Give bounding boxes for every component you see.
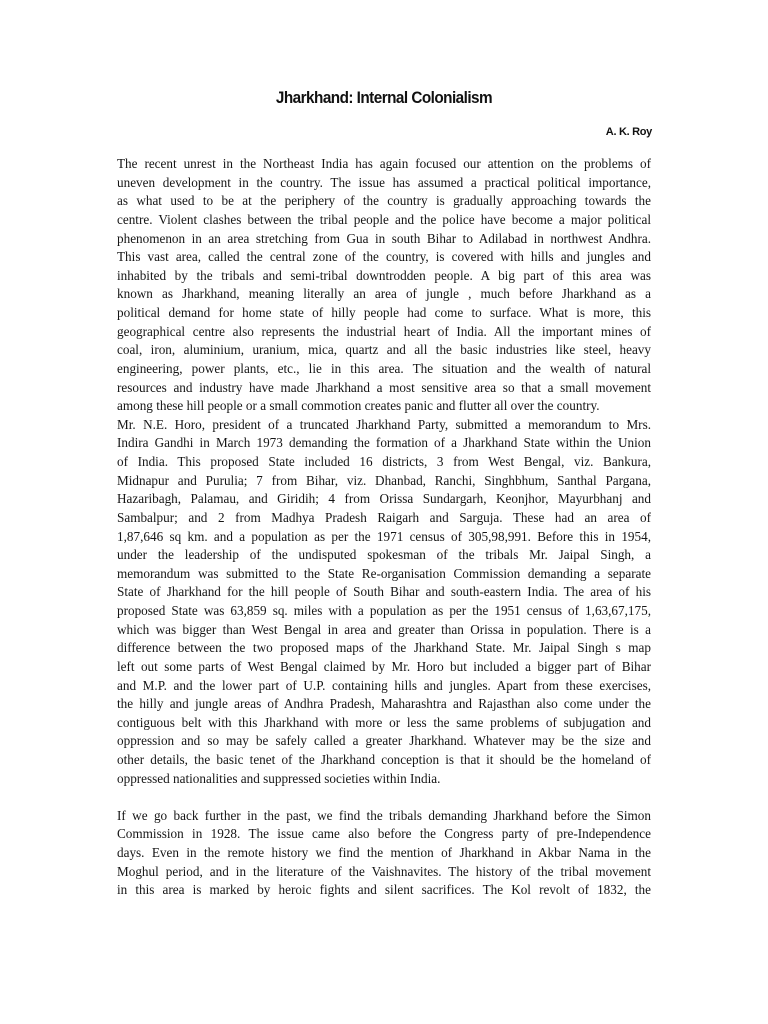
text-line: other details, the basic tenet of the Jharkhand conception is that it should be the homeland of <box>117 752 651 767</box>
text-line: the hilly and jungle areas of Andhra Pradesh, Maharashtra and Rajasthan also come under the <box>117 696 651 712</box>
paragraph-2 <box>117 416 651 789</box>
text-line: of India. This proposed State included 16 districts, 3 from West Bengal, viz. Bankura, <box>117 454 651 469</box>
text-line: under the leadership of the undisputed spokesman of the tribals Mr. Jaipal Singh, a <box>117 547 651 563</box>
text-line: left out some parts of West Bengal claimed by Mr. Horo but included a bigger part of Bihar <box>117 658 651 674</box>
text-line: Mr. N.E. Horo, president of a truncated Jharkhand Party, submitted a memorandum to Mrs. <box>117 416 651 432</box>
text-line: This vast area, called the central zone of the country, is covered with hills and jungles and <box>117 249 651 265</box>
text-line: Sambalpur; and 2 from Madhya Pradesh Raigarh and Sarguja. These had an area of <box>117 509 651 525</box>
text-line: engineering, power plants, etc., lie in this area. The situation and the wealth of natural <box>117 360 651 376</box>
text-line: State of Jharkhand for the hill people of South Bihar and south-eastern India. The area of his <box>117 584 651 600</box>
text-line: geographical centre also represents the industrial heart of India. All the important mines of <box>117 323 651 339</box>
text-line: which was bigger than West Bengal in area and greater than Orissa in population. There is a <box>117 621 651 637</box>
text-line: as what used to be at the periphery of the country is gradually approaching towards the <box>117 193 651 209</box>
text-line: in this area is marked by heroic fights and silent sacrifices. The Kol revolt of 1832, the <box>117 882 651 898</box>
text-line: inhabited by the tribals and semi-tribal downtrodden people. A big part of this area was <box>117 267 651 283</box>
text-line: proposed State was 63,859 sq. miles with a population as per the 1951 census of 1,63,67,175, <box>117 603 651 618</box>
text-line: known as Jharkhand, meaning literally an area of jungle , much before Jharkhand as a <box>117 286 651 302</box>
text-line: political demand for home state of hilly people had come to surface. What is more, this <box>117 305 651 320</box>
text-line: oppression and so may be safely called a greater Jharkhand. Whatever may be the size and <box>117 733 651 749</box>
text-line: If we go back further in the past, we find the tribals demanding Jharkhand before the Simon <box>117 807 651 823</box>
text-line: oppressed nationalities and suppressed societies within India. <box>117 770 441 786</box>
text-line: memorandum was submitted to the State Re-organisation Commission demanding a separate <box>117 565 651 581</box>
text-line: coal, iron, aluminium, uranium, mica, quartz and all the basic industries like steel, heavy <box>117 342 651 358</box>
paragraph-1 <box>117 155 651 416</box>
paragraph-3 <box>117 807 651 900</box>
document-body <box>117 155 651 900</box>
text-line: 1,87,646 sq km. and a population as per the 1971 census of 305,98,991. Before this in 1954, <box>117 528 651 544</box>
text-line: and M.P. and the lower part of U.P. containing hills and jungles. Apart from these exercises, <box>117 677 651 693</box>
text-line: uneven development in the country. The issue has assumed a practical political importance, <box>117 174 651 190</box>
text-line: Hazaribagh, Palamau, and Giridih; 4 from Orissa Sundargarh, Keonjhor, Mayurbhanj and <box>117 491 651 507</box>
author-name: A. K. Roy <box>605 126 652 138</box>
text-line: centre. Violent clashes between the tribal people and the police have become a major political <box>117 211 651 227</box>
text-line: phenomenon in an area stretching from Gua in south Bihar to Adilabad in northwest Andhra. <box>117 230 651 246</box>
text-line: The recent unrest in the Northeast India has again focused our attention on the problems of <box>117 156 651 171</box>
text-line: Midnapur and Purulia; 7 from Bihar, viz. Dhanbad, Ranchi, Singhbhum, Santhal Pargana, <box>117 472 651 488</box>
text-line: Moghul period, and in the literature of the Vaishnavites. The history of the tribal movement <box>117 863 651 879</box>
text-line: days. Even in the remote history we find the mention of Jharkhand in Akbar Nama in the <box>117 845 651 861</box>
text-line: difference between the two proposed maps of the Jharkhand State. Mr. Jaipal Singh s map <box>117 640 651 656</box>
text-line: Indira Gandhi in March 1973 demanding the formation of a Jharkhand State within the Union <box>117 435 651 451</box>
document-title: Jharkhand: Internal Colonialism <box>275 88 493 107</box>
text-line: among these hill people or a small commotion creates panic and flutter all over the country. <box>117 398 600 414</box>
text-line: resources and industry have made Jharkhand a most sensitive area so that a small movement <box>117 379 651 395</box>
text-line: Commission in 1928. The issue came also before the Congress party of pre-Independence <box>117 826 651 842</box>
text-line: contiguous belt with this Jharkhand with more or less the same problems of subjugation and <box>117 714 651 730</box>
